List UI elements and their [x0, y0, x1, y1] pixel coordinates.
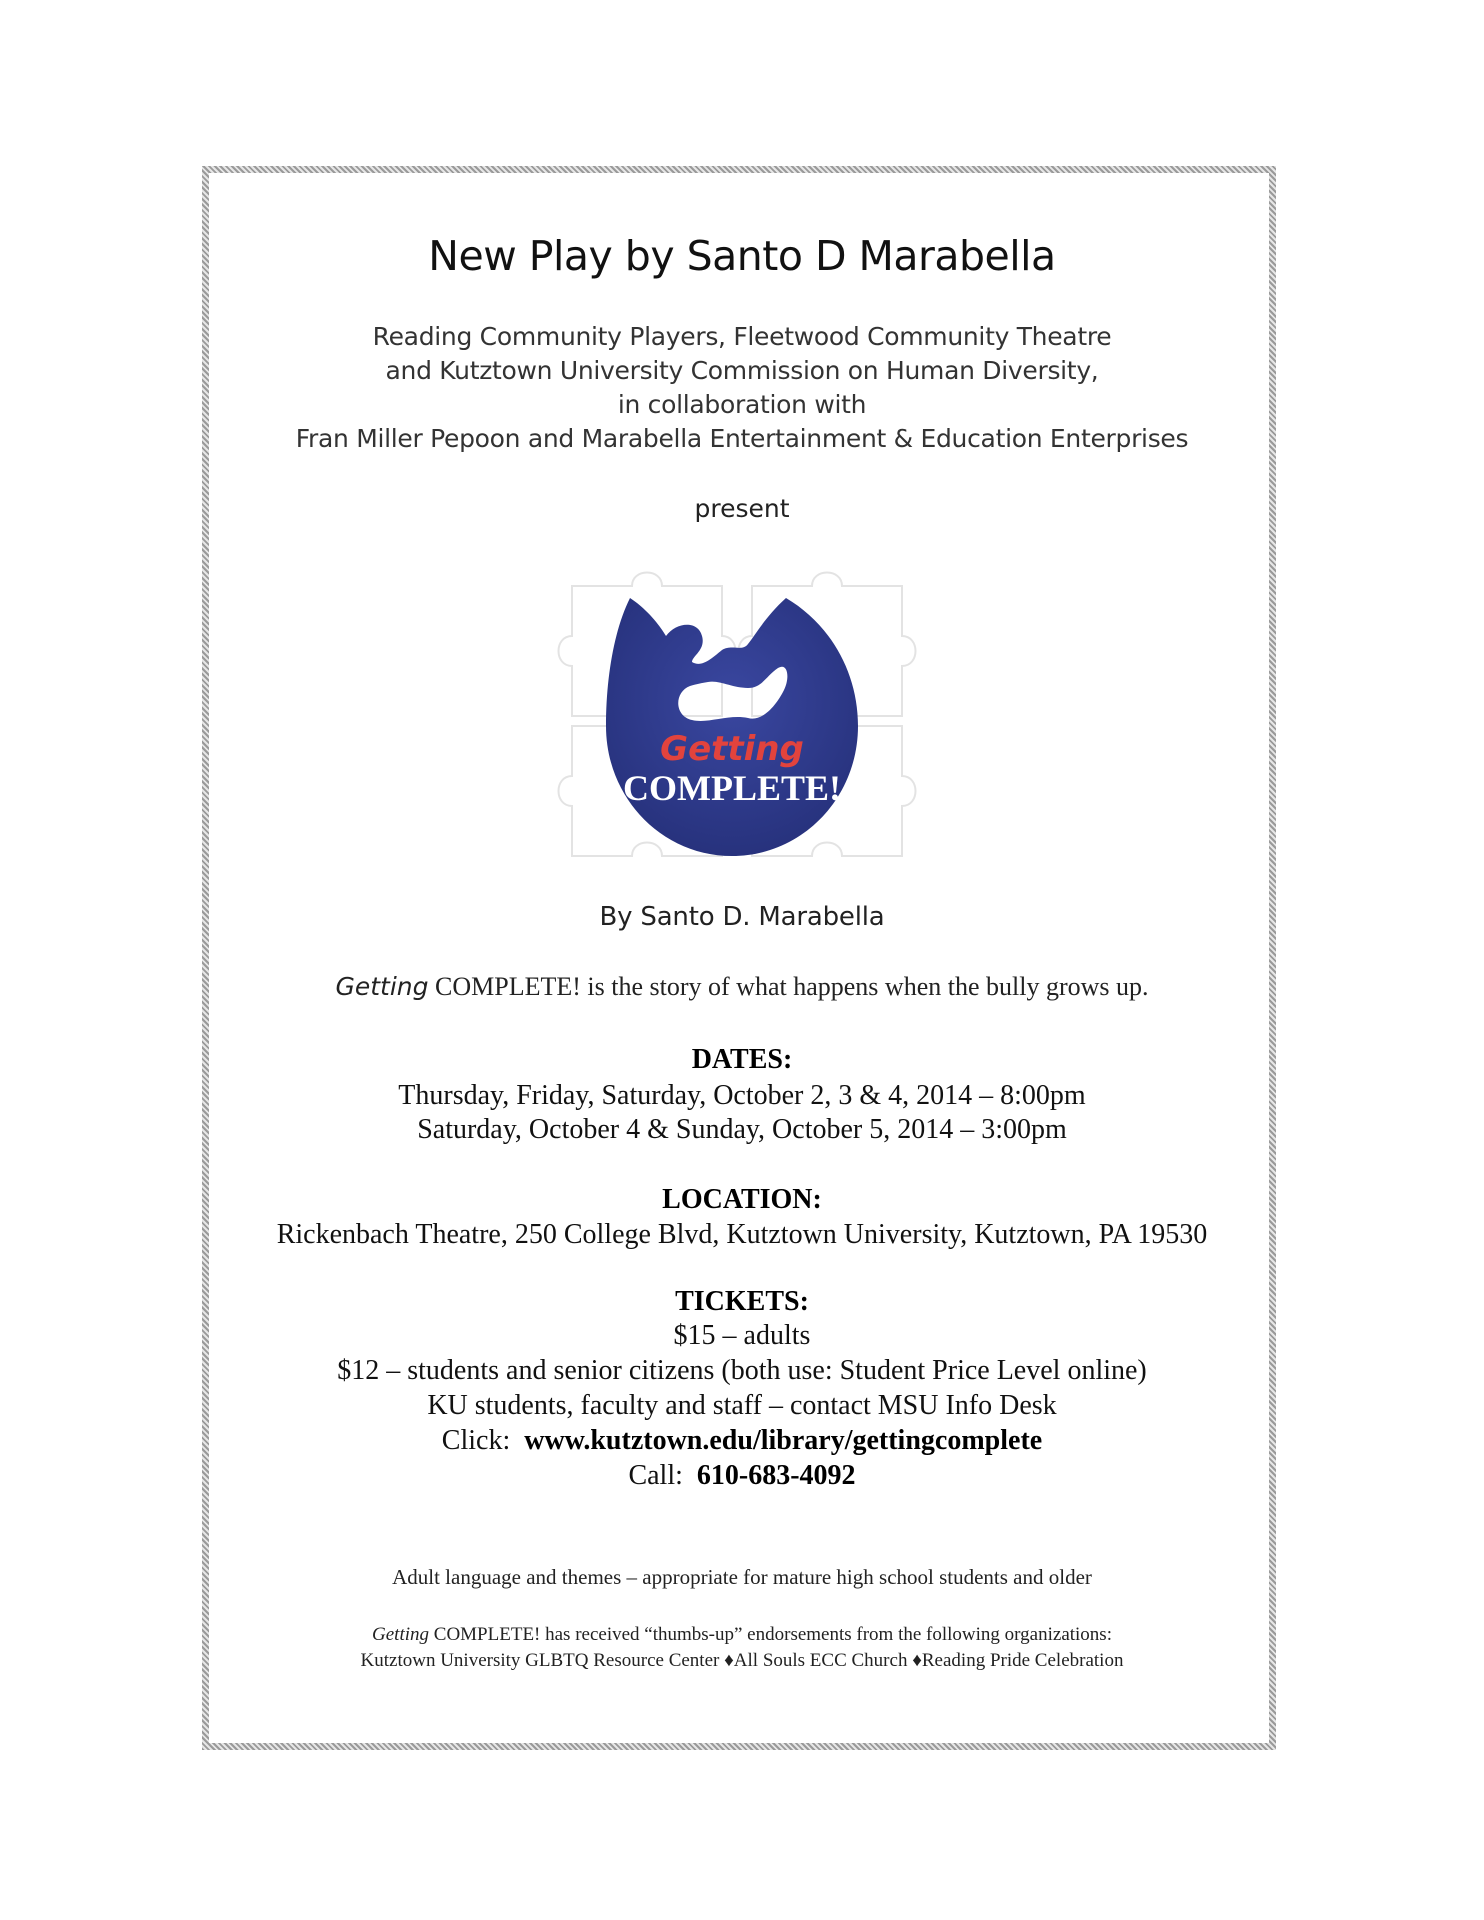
present-text: present: [694, 494, 790, 523]
ticket-line: $15 – adults: [673, 1320, 811, 1351]
endorsement-orgs: Kutztown University GLBTQ Resource Center ♦All Souls ECC Church ♦Reading Pride Celebration: [360, 1650, 1124, 1671]
call-label: Call:: [628, 1460, 697, 1491]
page-title: New Play by Santo D Marabella: [428, 232, 1056, 280]
dates-line: Thursday, Friday, Saturday, October 2, 3 & 4, 2014 – 8:00pm: [398, 1080, 1086, 1111]
tickets-heading: TICKETS:: [675, 1286, 809, 1317]
location-heading: LOCATION:: [662, 1184, 822, 1215]
click-line: [0, 1425, 1484, 1457]
puzzle-disc-icon: [606, 598, 858, 856]
presenters-block: [0, 320, 1484, 456]
endorsements-line: [0, 1624, 1484, 1646]
presenter-line: Fran Miller Pepoon and Marabella Entertainment & Education Enterprises: [295, 424, 1189, 453]
presenter-line: Reading Community Players, Fleetwood Community Theatre: [372, 322, 1112, 351]
logo-complete-text: COMPLETE!: [622, 768, 842, 808]
ticket-line: $12 – students and senior citizens (both use: Student Price Level online): [337, 1355, 1147, 1386]
ticket-url-link[interactable]: www.kutztown.edu/library/gettingcomplete: [524, 1425, 1043, 1456]
presenter-line: and Kutztown University Commission on Human Diversity,: [385, 356, 1099, 385]
click-label: Click:: [441, 1425, 525, 1456]
location-line: Rickenbach Theatre, 250 College Blvd, Kutztown University, Kutztown, PA 19530: [276, 1219, 1208, 1250]
endorsements-rest: COMPLETE! has received “thumbs-up” endorsements from the following organizations:: [429, 1624, 1112, 1645]
call-line: [0, 1460, 1484, 1492]
dates-heading: DATES:: [691, 1044, 793, 1075]
tagline-italic: Getting: [335, 972, 429, 1001]
logo-getting-text: Getting: [660, 729, 804, 769]
byline: By Santo D. Marabella: [599, 902, 885, 932]
tagline: [0, 972, 1484, 1002]
phone-number: 610-683-4092: [696, 1460, 856, 1491]
ticket-line: KU students, faculty and staff – contact MSU Info Desk: [427, 1390, 1057, 1421]
advisory-text: Adult language and themes – appropriate for mature high school students and older: [392, 1565, 1092, 1589]
getting-complete-logo: [552, 556, 932, 876]
dates-line: Saturday, October 4 & Sunday, October 5, 2014 – 3:00pm: [417, 1114, 1067, 1145]
endorsements-italic: Getting: [372, 1624, 430, 1645]
tagline-rest: COMPLETE! is the story of what happens when the bully grows up.: [428, 972, 1149, 1001]
presenter-line: in collaboration with: [617, 390, 867, 419]
